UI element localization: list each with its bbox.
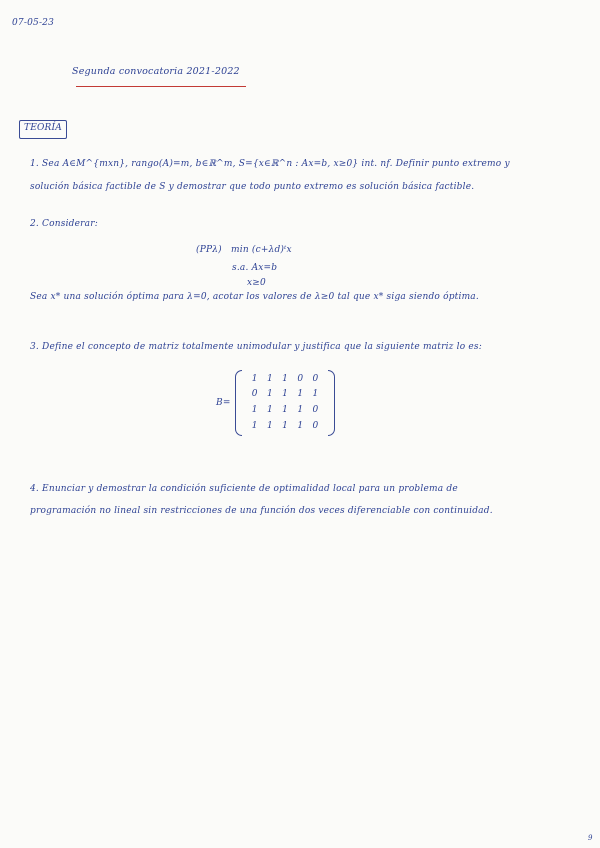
matrix-row <box>247 421 323 431</box>
matrix-cell: 1 <box>312 389 319 399</box>
matrix-cell: 0 <box>297 374 304 384</box>
matrix-cell: 1 <box>297 405 304 415</box>
matrix-cell: 0 <box>312 405 319 415</box>
section-label: TEORÍA <box>24 123 62 133</box>
matrix-b <box>235 370 335 436</box>
matrix-cell: 1 <box>297 421 304 431</box>
matrix-cell: 1 <box>266 374 273 384</box>
matrix-cell: 0 <box>251 389 258 399</box>
matrix-cell: 0 <box>312 374 319 384</box>
matrix-cell: 1 <box>282 374 288 384</box>
title-underline <box>76 86 246 87</box>
matrix-right-bracket <box>328 370 335 436</box>
matrix-cell: 1 <box>266 389 273 399</box>
matrix-left-bracket <box>235 370 242 436</box>
matrix-cell: 1 <box>282 389 288 399</box>
date-stamp: 07-05-23 <box>12 18 55 28</box>
q2-constraint2: x≥0 <box>247 278 266 288</box>
q2-intro: 2. Considerar: <box>30 219 98 229</box>
matrix-cell: 1 <box>251 405 258 415</box>
matrix-cell: 0 <box>312 421 319 431</box>
matrix-label: B= <box>216 398 231 408</box>
matrix-row <box>247 374 323 384</box>
q4-line2: programación no lineal sin restricciones de una función dos veces diferenciable con continuidad. <box>30 506 493 516</box>
matrix-cell: 1 <box>297 389 304 399</box>
matrix-cell: 1 <box>266 405 273 415</box>
matrix-cell: 1 <box>266 421 273 431</box>
matrix-cell: 1 <box>282 405 288 415</box>
matrix-row <box>247 389 323 399</box>
q2-text: Sea x* una solución óptima para λ=0, acotar los valores de λ≥0 tal que x* siga siendo óptima. <box>30 292 479 302</box>
q4-line1: 4. Enunciar y demostrar la condición suficiente de optimalidad local para un problema de <box>30 484 458 494</box>
matrix-cell: 1 <box>282 421 288 431</box>
q2-problem-label: (PPλ) <box>196 245 222 255</box>
q3-text: 3. Define el concepto de matriz totalmente unimodular y justifica que la siguiente matriz lo es: <box>30 342 482 352</box>
q1-line2: solución básica factible de S y demostrar que todo punto extremo es solución básica factible. <box>30 182 475 192</box>
matrix-row <box>247 405 323 415</box>
matrix-cell: 1 <box>251 421 258 431</box>
page-mark: 9 <box>588 834 593 842</box>
q2-constraint1: s.a. Ax=b <box>232 263 278 273</box>
q1-line1: 1. Sea A∈M^{mxn}, rango(A)=m, b∈ℝ^m, S={x∈ℝ^n : Ax=b, x≥0} int. nf. Definir punto extremo y <box>30 159 510 169</box>
q2-objective: min (c+λd)ᵗx <box>231 245 292 255</box>
matrix-cell: 1 <box>251 374 258 384</box>
page-title: Segunda convocatoria 2021-2022 <box>72 66 240 77</box>
